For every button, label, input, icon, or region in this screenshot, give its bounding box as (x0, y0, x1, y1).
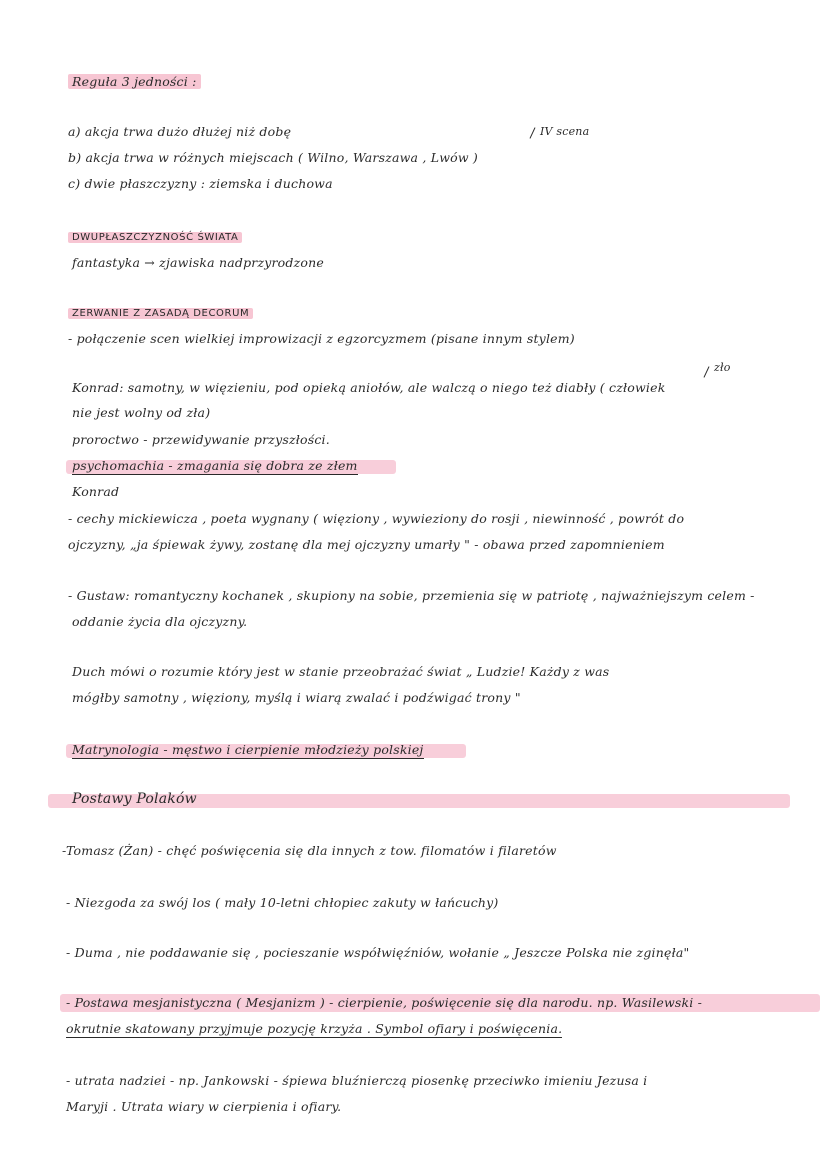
decorum-line: - połączenie scen wielkiej improwizacji z egzorcyzmem (pisane innym stylem) (68, 331, 575, 346)
heading-decorum (68, 306, 253, 322)
martyrologia-text: Matrynologia - męstwo i cierpienie młodzieży polskiej (72, 742, 424, 757)
postawa-line-1: - Postawa mesjanistyczna ( Mesjanizm ) - cierpienie, poświęcenie się dla narodu. np. Wasilewski - (66, 995, 703, 1010)
postawy-heading: Postawy Polaków (72, 791, 197, 807)
duch-line-1: Duch mówi o rozumie który jest w stanie przeobrażać świat „ Ludzie! Każdy z was (72, 664, 610, 679)
postawa-line-2 (66, 1021, 562, 1037)
rule-a: a) akcja trwa dużo dłużej niż dobę (68, 124, 292, 139)
utrata-line-2: Maryji . Utrata wiary w cierpienia i ofiary. (66, 1099, 342, 1114)
heading-rules-text: Reguła 3 jedności : (68, 74, 201, 89)
dual-line: fantastyka → zjawiska nadprzyrodzone (72, 255, 324, 270)
martyrologia-line (72, 742, 424, 758)
heading-rules (68, 74, 201, 90)
konrad-name: Konrad (72, 484, 120, 499)
proroctwo-line: proroctwo - przewidywanie przyszłości. (72, 432, 330, 447)
konrad-line-2: nie jest wolny od zła) (72, 405, 211, 420)
iv-scene-note: IV scena (540, 125, 590, 138)
utrata-line-1: - utrata nadziei - np. Jankowski - śpiewa bluźnierczą piosenkę przeciwko imieniu Jezusa i (66, 1073, 648, 1088)
cechy-line-2: ojczyzny, „ja śpiewak żywy, zostanę dla mej ojczyzny umarły " - obawa przed zapomnieniem (68, 537, 665, 552)
rule-c: c) dwie płaszczyzny : ziemska i duchowa (68, 176, 333, 191)
gustaw-line-2: oddanie życia dla ojczyzny. (72, 614, 248, 629)
cechy-line-1: - cechy mickiewicza , poeta wygnany ( więziony , wywieziony do rosji , niewinność , powrót do (68, 511, 685, 526)
psychomachia-line (72, 458, 358, 474)
heading-dual (68, 230, 242, 246)
duch-line-2: mógłby samotny , więziony, myślą i wiarą zwalać i podźwigać trony " (72, 690, 521, 705)
psychomachia-text: psychomachia - zmagania się dobra ze złem (72, 458, 358, 473)
niezgoda-line: - Niezgoda za swój los ( mały 10-letni chłopiec zakuty w łańcuchy) (66, 895, 499, 910)
heading-dual-text: DWUPŁASZCZYZNOŚĆ ŚWIATA (68, 232, 242, 243)
duma-line: - Duma , nie poddawanie się , pocieszanie współwięźniów, wołanie „ Jeszcze Polska nie zginęła" (66, 945, 690, 960)
postawa-line-2-text: okrutnie skatowany przyjmuje pozycję krzyża . Symbol ofiary i poświęcenia. (66, 1021, 563, 1036)
gustaw-line-1: - Gustaw: romantyczny kochanek , skupiony na sobie, przemienia się w patriotę , najważniejszym celem - (68, 588, 755, 603)
tomasz-line: -Tomasz (Żan) - chęć poświęcenia się dla innych z tow. filomatów i filaretów (62, 843, 557, 858)
rule-b: b) akcja trwa w różnych miejscach ( Wilno, Warszawa , Lwów ) (68, 150, 479, 165)
heading-decorum-text: ZERWANIE Z ZASADĄ DECORUM (68, 308, 253, 319)
iv-scene-arrow (530, 127, 536, 138)
zlo-arrow (704, 366, 710, 377)
konrad-line-1: Konrad: samotny, w więzieniu, pod opieką aniołów, ale walczą o niego też diabły ( człowiek (72, 380, 666, 395)
zlo-note: zło (714, 361, 731, 374)
